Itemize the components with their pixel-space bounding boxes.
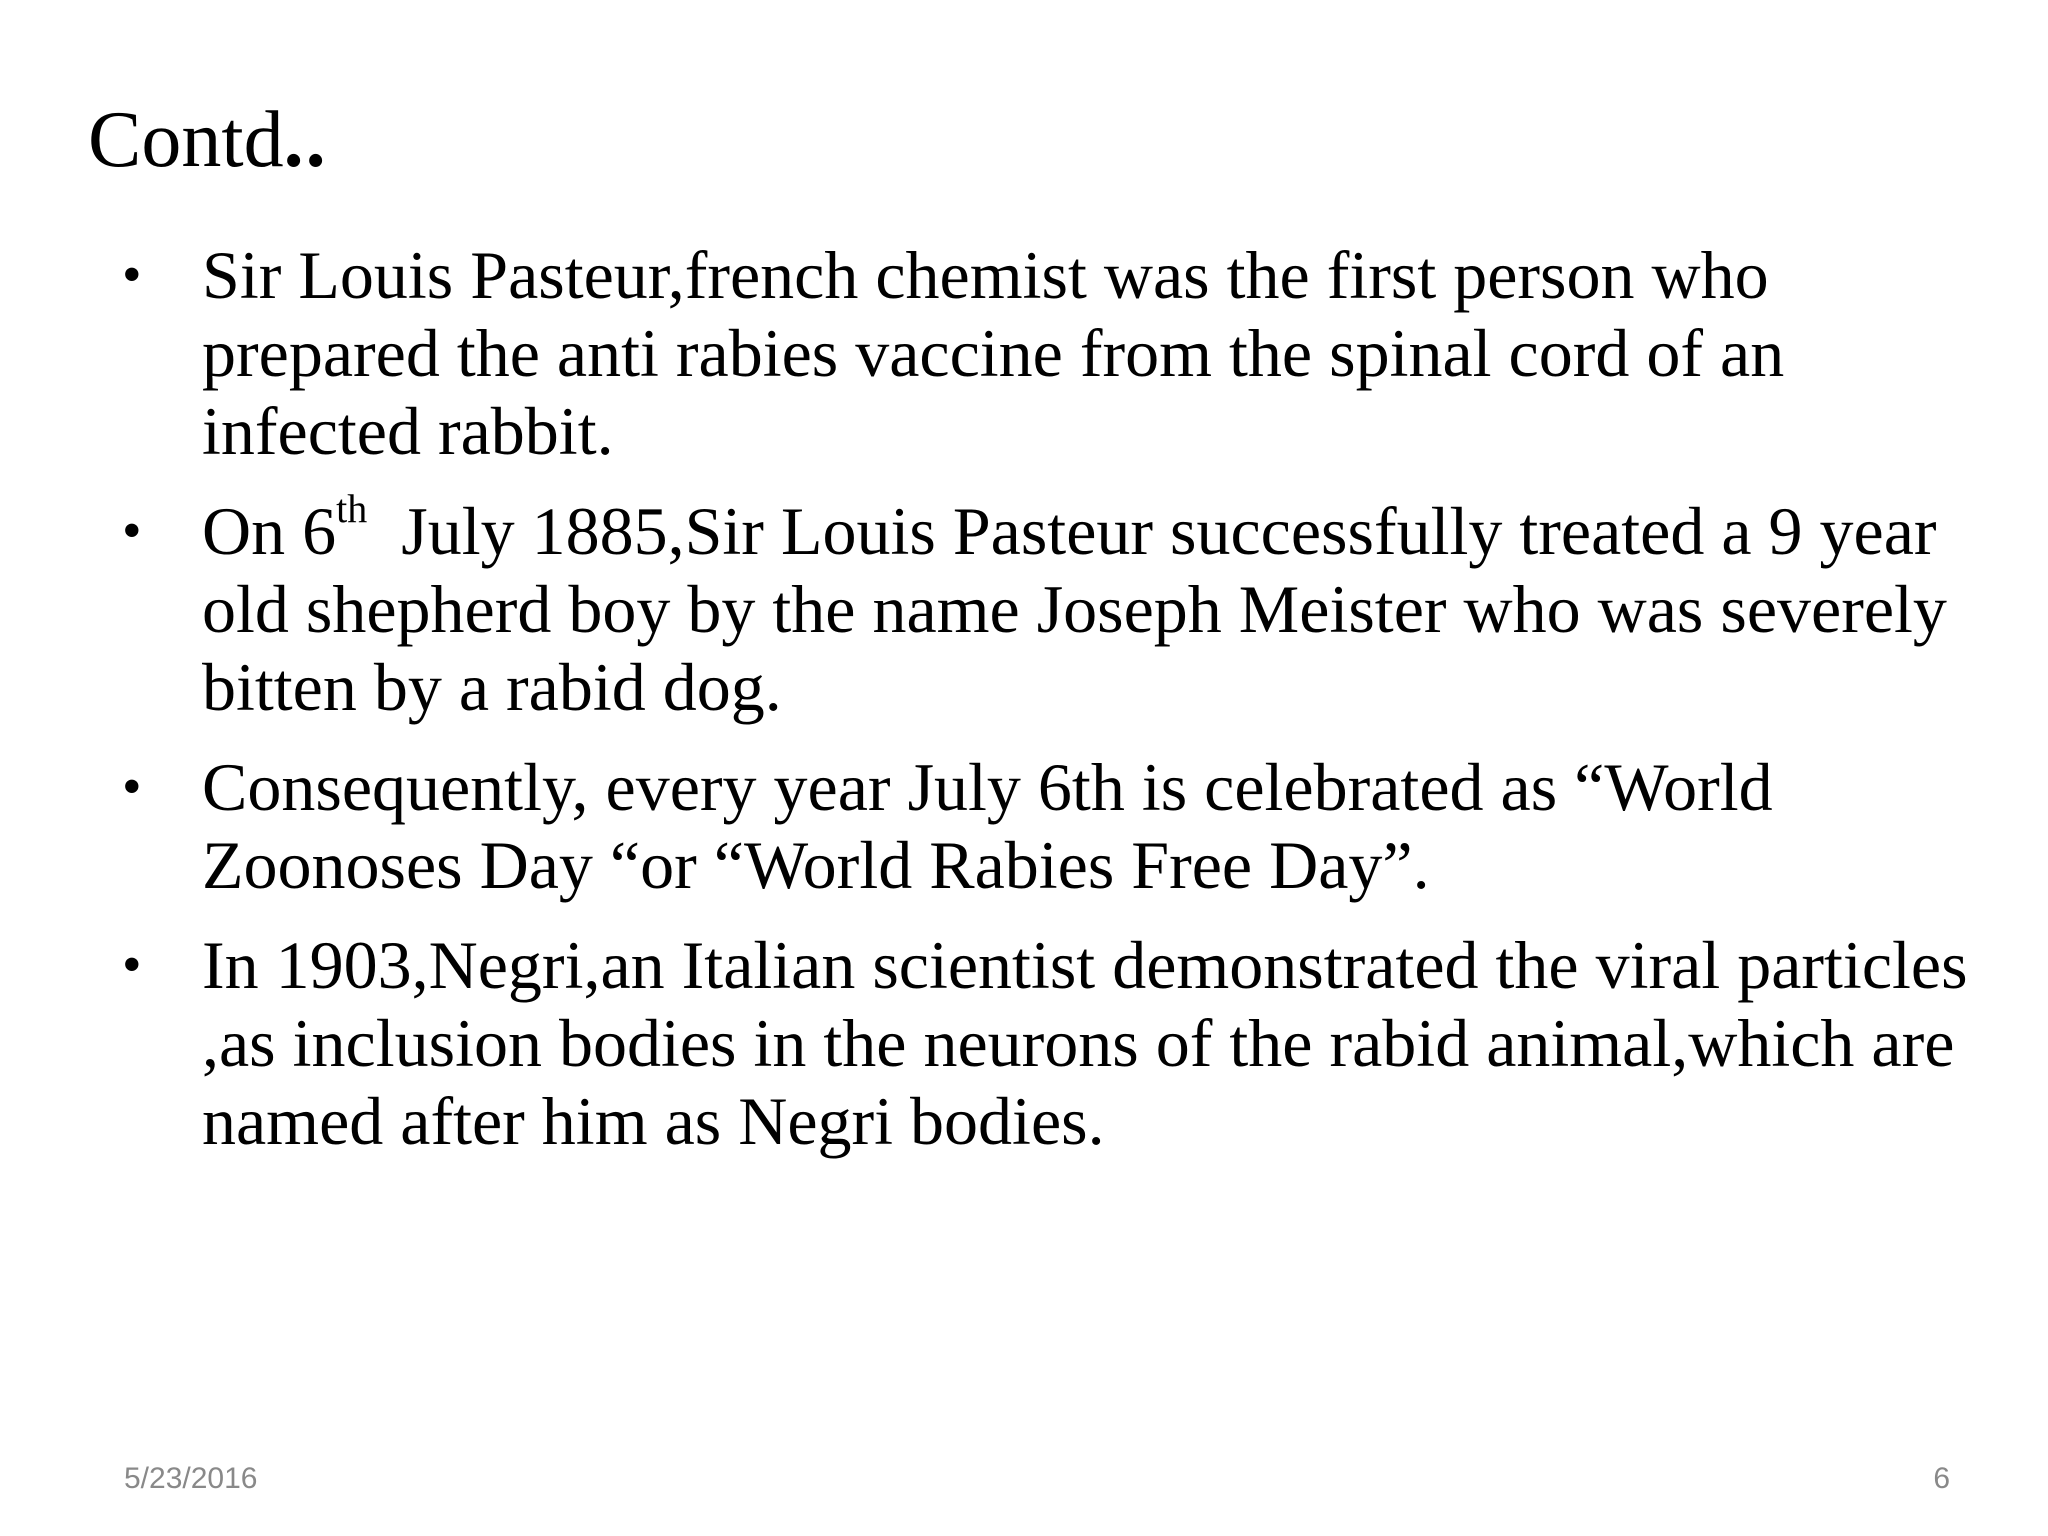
bullet-item <box>116 236 1976 470</box>
slide-title-suffix: .. <box>283 96 328 184</box>
bullet-text-start: On 6 <box>202 493 337 569</box>
bullet-marker: • <box>122 244 142 306</box>
page-number: 6 <box>1933 1462 1950 1495</box>
footer-date: 5/23/2016 <box>124 1462 258 1495</box>
bullet-marker: • <box>122 500 142 562</box>
slide-title-text: Contd <box>88 96 284 184</box>
bullet-item <box>116 486 1976 726</box>
bullet-item <box>116 926 1976 1160</box>
bullet-text: Consequently, every year July 6th is celebrated as “World Zoonoses Day “or “World Rabies Free Day”. <box>202 749 1773 903</box>
bullet-item <box>116 748 1976 904</box>
bullet-superscript: th <box>336 486 368 532</box>
bullet-marker: • <box>122 756 142 818</box>
bullet-text: In 1903,Negri,an Italian scientist demonstrated the viral particles ,as inclusion bodies in the neurons of the rabid animal,which are named after him as Negri bodies. <box>202 927 1968 1159</box>
bullet-marker: • <box>122 934 142 996</box>
bullet-list <box>116 236 1976 1182</box>
bullet-text: Sir Louis Pasteur,french chemist was the first person who prepared the anti rabies vaccine from the spinal cord of an infected rabbit. <box>202 237 1785 469</box>
slide-title <box>88 96 328 184</box>
bullet-text-rest: July 1885,Sir Louis Pasteur successfully treated a 9 year old shepherd boy by the name Joseph Meister who was severely bitten by a rabid dog. <box>202 493 1964 725</box>
